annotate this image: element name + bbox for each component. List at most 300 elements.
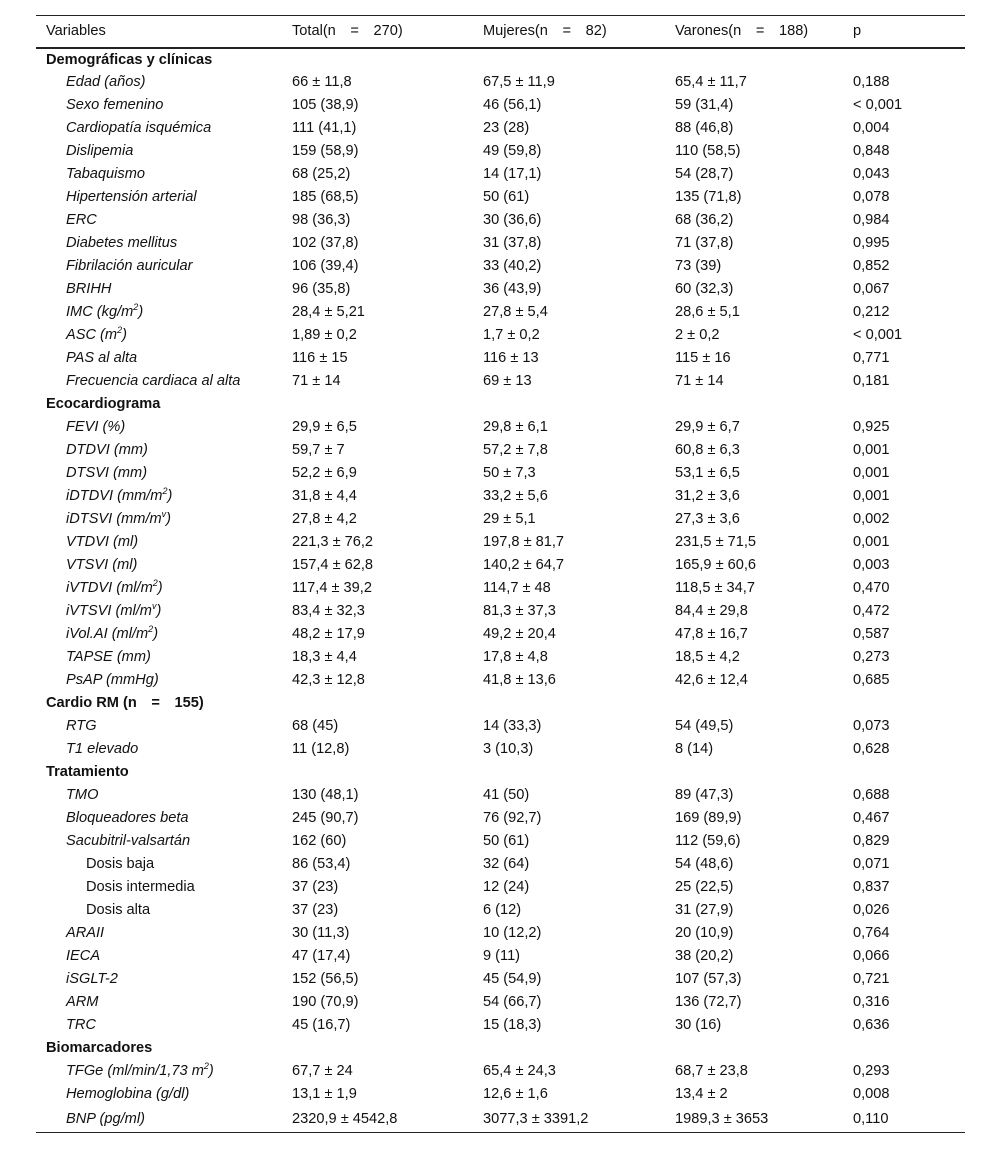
- cell-varones: 31 (27,9): [675, 902, 734, 918]
- cell-varones: 60,8 ± 6,3: [675, 442, 740, 458]
- cell-mujeres: 33 (40,2): [483, 258, 542, 274]
- cell-mujeres: 65,4 ± 24,3: [483, 1063, 556, 1079]
- label-text: Hipertensión arterial: [66, 189, 197, 205]
- cell-mujeres: 46 (56,1): [483, 97, 542, 113]
- cell-varones: 112 (59,6): [675, 833, 741, 849]
- variable-label: [36, 94, 292, 117]
- cell-p: 0,001: [853, 534, 890, 550]
- cell-total: 102 (37,8): [292, 235, 359, 251]
- cell-varones: 169 (89,9): [675, 810, 742, 826]
- cell-total: 68 (25,2): [292, 166, 351, 182]
- label-suffix: ): [157, 580, 163, 596]
- cell-varones: 118,5 ± 34,7: [675, 580, 755, 596]
- table-row: [36, 899, 965, 922]
- cell-total: 67,7 ± 24: [292, 1063, 353, 1079]
- cell-varones: 20 (10,9): [675, 925, 734, 941]
- table-row: [36, 117, 965, 140]
- label-suffix: ): [138, 304, 144, 320]
- label-suffix: ): [167, 488, 173, 504]
- table-row: [36, 807, 965, 830]
- label-text: Sexo femenino: [66, 97, 164, 113]
- cell-mujeres: 41,8 ± 13,6: [483, 672, 556, 688]
- variable-label: [36, 439, 292, 462]
- cell-p: 0,472: [853, 603, 890, 619]
- cell-varones: 28,6 ± 5,1: [675, 304, 740, 320]
- variable-label: [36, 347, 292, 370]
- table-row: [36, 968, 965, 991]
- variable-label: [36, 623, 292, 646]
- cell-varones: 115 ± 16: [675, 350, 731, 366]
- cell-varones: 13,4 ± 2: [675, 1086, 728, 1102]
- table-row: [36, 600, 965, 623]
- variable-label: [36, 577, 292, 600]
- data-table: [36, 15, 965, 1133]
- section-row: [36, 393, 965, 416]
- cell-mujeres: 23 (28): [483, 120, 530, 136]
- cell-mujeres: 67,5 ± 11,9: [483, 74, 555, 90]
- cell-p: 0,995: [853, 235, 890, 251]
- table-row: [36, 1106, 965, 1133]
- label-text: IMC (kg/m: [66, 304, 134, 320]
- variable-label: [36, 1083, 292, 1106]
- cell-mujeres: 57,2 ± 7,8: [483, 442, 548, 458]
- variable-label: [36, 531, 292, 554]
- section-row: [36, 761, 965, 784]
- section-title: [36, 761, 292, 784]
- cell-p: 0,721: [853, 971, 890, 987]
- variable-label: [36, 945, 292, 968]
- cell-p: 0,771: [853, 350, 890, 366]
- cell-varones: 71 (37,8): [675, 235, 734, 251]
- label-superscript: 2: [117, 325, 123, 335]
- cell-mujeres: 32 (64): [483, 856, 530, 872]
- cell-mujeres: 45 (54,9): [483, 971, 542, 987]
- table-row: [36, 1060, 965, 1083]
- variable-label: [36, 853, 292, 876]
- cell-varones: 110 (58,5): [675, 143, 741, 159]
- variable-label: [36, 991, 292, 1014]
- label-text: TRC: [66, 1017, 96, 1033]
- cell-p: 0,003: [853, 557, 890, 573]
- table-row: [36, 991, 965, 1014]
- section-title: [36, 1037, 292, 1060]
- variable-label: [36, 1060, 292, 1083]
- header-mujeres: Mujeres(n = 82): [483, 16, 675, 48]
- cell-p: 0,837: [853, 879, 890, 895]
- label-text: Dislipemia: [66, 143, 134, 159]
- variable-label: [36, 1106, 292, 1133]
- table-container: [36, 15, 965, 1133]
- cell-p: 0,073: [853, 718, 890, 734]
- cell-mujeres: 41 (50): [483, 787, 530, 803]
- section-row: [36, 48, 965, 71]
- cell-p: 0,293: [853, 1063, 890, 1079]
- table-body: [36, 48, 965, 1133]
- cell-total: 83,4 ± 32,3: [292, 603, 365, 619]
- cell-total: 159 (58,9): [292, 143, 359, 159]
- cell-total: 31,8 ± 4,4: [292, 488, 357, 504]
- cell-varones: 42,6 ± 12,4: [675, 672, 748, 688]
- variable-label: [36, 899, 292, 922]
- cell-p: 0,848: [853, 143, 890, 159]
- cell-total: 37 (23): [292, 879, 339, 895]
- cell-varones: 53,1 ± 6,5: [675, 465, 740, 481]
- label-text: TFGe (ml/min/1,73 m: [66, 1063, 204, 1079]
- cell-total: 98 (36,3): [292, 212, 351, 228]
- cell-varones: 31,2 ± 3,6: [675, 488, 740, 504]
- label-text: Cardio RM (n = 155): [46, 695, 204, 711]
- cell-p: 0,764: [853, 925, 890, 941]
- section-title: [36, 692, 292, 715]
- table-row: [36, 347, 965, 370]
- label-text: ERC: [66, 212, 97, 228]
- variable-label: [36, 922, 292, 945]
- cell-p: 0,587: [853, 626, 890, 642]
- header-p: p: [853, 16, 965, 48]
- variable-label: [36, 968, 292, 991]
- variable-label: [36, 1014, 292, 1037]
- cell-p: 0,852: [853, 258, 890, 274]
- label-text: FEVI (%): [66, 419, 126, 435]
- table-row: [36, 278, 965, 301]
- cell-varones: 54 (49,5): [675, 718, 734, 734]
- variable-label: [36, 715, 292, 738]
- label-text: Dosis intermedia: [86, 879, 195, 895]
- table-row: [36, 715, 965, 738]
- variable-label: [36, 554, 292, 577]
- label-superscript: 2: [148, 624, 154, 634]
- table-row: [36, 646, 965, 669]
- cell-p: 0,829: [853, 833, 890, 849]
- cell-mujeres: 1,7 ± 0,2: [483, 327, 540, 343]
- cell-total: 221,3 ± 76,2: [292, 534, 374, 550]
- cell-varones: 30 (16): [675, 1017, 722, 1033]
- label-text: Edad (años): [66, 74, 146, 90]
- cell-total: 47 (17,4): [292, 948, 351, 964]
- variable-label: [36, 876, 292, 899]
- section-title: [36, 393, 292, 416]
- section-filler: [292, 692, 965, 715]
- cell-varones: 71 ± 14: [675, 373, 724, 389]
- cell-varones: 54 (28,7): [675, 166, 734, 182]
- cell-p: 0,467: [853, 810, 890, 826]
- label-text: Demográficas y clínicas: [46, 51, 213, 68]
- cell-mujeres: 49,2 ± 20,4: [483, 626, 556, 642]
- cell-total: 111 (41,1): [292, 120, 357, 136]
- cell-varones: 47,8 ± 16,7: [675, 626, 748, 642]
- cell-p: 0,043: [853, 166, 890, 182]
- cell-mujeres: 29 ± 5,1: [483, 511, 536, 527]
- cell-mujeres: 15 (18,3): [483, 1017, 542, 1033]
- variable-label: [36, 600, 292, 623]
- table-row: [36, 784, 965, 807]
- cell-mujeres: 50 (61): [483, 833, 530, 849]
- table-row: [36, 945, 965, 968]
- cell-p: 0,001: [853, 442, 890, 458]
- cell-p: 0,925: [853, 419, 890, 435]
- label-suffix: ): [153, 626, 159, 642]
- cell-total: 86 (53,4): [292, 856, 351, 872]
- cell-total: 29,9 ± 6,5: [292, 419, 357, 435]
- cell-mujeres: 81,3 ± 37,3: [483, 603, 556, 619]
- table-row: [36, 508, 965, 531]
- cell-total: 28,4 ± 5,21: [292, 304, 365, 320]
- section-row: [36, 692, 965, 715]
- cell-p: 0,001: [853, 488, 890, 504]
- label-text: iDTDVI (mm/m: [66, 488, 163, 504]
- cell-mujeres: 36 (43,9): [483, 281, 542, 297]
- variable-label: [36, 278, 292, 301]
- label-text: Cardiopatía isquémica: [66, 120, 212, 136]
- cell-total: 48,2 ± 17,9: [292, 626, 365, 642]
- table-row: [36, 531, 965, 554]
- label-text: Sacubitril-valsartán: [66, 833, 191, 849]
- label-text: ARAII: [66, 925, 105, 941]
- cell-varones: 68 (36,2): [675, 212, 734, 228]
- cell-p: 0,004: [853, 120, 890, 136]
- cell-p: 0,181: [853, 373, 890, 389]
- label-text: TMO: [66, 787, 99, 803]
- label-superscript: 2: [162, 486, 168, 496]
- label-suffix: ): [156, 603, 162, 619]
- variable-label: [36, 117, 292, 140]
- cell-p: 0,067: [853, 281, 890, 297]
- table-row: [36, 554, 965, 577]
- cell-p: 0,470: [853, 580, 890, 596]
- cell-p: 0,110: [853, 1106, 965, 1133]
- label-text: PAS al alta: [66, 350, 138, 366]
- cell-mujeres: 12 (24): [483, 879, 530, 895]
- header-variables: Variables: [36, 16, 292, 48]
- cell-mujeres: 14 (17,1): [483, 166, 542, 182]
- table-row: [36, 416, 965, 439]
- label-text: Dosis alta: [86, 902, 151, 918]
- cell-varones: 8 (14): [675, 741, 714, 757]
- cell-total: 105 (38,9): [292, 97, 359, 113]
- cell-p: 0,628: [853, 741, 890, 757]
- section-title: [36, 48, 292, 71]
- cell-p: 0,273: [853, 649, 890, 665]
- cell-varones: 54 (48,6): [675, 856, 734, 872]
- table-row: [36, 876, 965, 899]
- cell-total: 190 (70,9): [292, 994, 359, 1010]
- variable-label: [36, 71, 292, 94]
- table-row: [36, 209, 965, 232]
- table-row: [36, 324, 965, 347]
- cell-varones: 59 (31,4): [675, 97, 734, 113]
- label-text: VTDVI (ml): [66, 534, 139, 550]
- cell-p: 0,008: [853, 1086, 890, 1102]
- label-text: TAPSE (mm): [66, 649, 151, 665]
- cell-p: 0,001: [853, 465, 890, 481]
- cell-total: 11 (12,8): [292, 741, 350, 757]
- cell-p: < 0,001: [853, 327, 903, 343]
- label-text: VTSVI (ml): [66, 557, 138, 573]
- cell-total: 185 (68,5): [292, 189, 359, 205]
- table-row: [36, 853, 965, 876]
- label-text: iVTDVI (ml/m: [66, 580, 153, 596]
- section-filler: [292, 48, 965, 71]
- cell-varones: 73 (39): [675, 258, 722, 274]
- table-row: [36, 301, 965, 324]
- table-row: [36, 140, 965, 163]
- cell-p: 0,078: [853, 189, 890, 205]
- cell-varones: 135 (71,8): [675, 189, 742, 205]
- variable-label: [36, 508, 292, 531]
- table-row: [36, 255, 965, 278]
- cell-total: 162 (60): [292, 833, 347, 849]
- cell-total: 71 ± 14: [292, 373, 341, 389]
- table-row: [36, 186, 965, 209]
- cell-varones: 29,9 ± 6,7: [675, 419, 740, 435]
- cell-p: 0,026: [853, 902, 890, 918]
- variable-label: [36, 784, 292, 807]
- variable-label: [36, 830, 292, 853]
- cell-total: 37 (23): [292, 902, 339, 918]
- label-text: Biomarcadores: [46, 1040, 153, 1056]
- variable-label: [36, 232, 292, 255]
- cell-varones: 65,4 ± 11,7: [675, 74, 747, 90]
- cell-varones: 18,5 ± 4,2: [675, 649, 740, 665]
- cell-p: 0,066: [853, 948, 890, 964]
- label-text: iSGLT-2: [66, 971, 118, 987]
- variable-label: [36, 255, 292, 278]
- table-row: [36, 577, 965, 600]
- cell-mujeres: 14 (33,3): [483, 718, 542, 734]
- cell-mujeres: 30 (36,6): [483, 212, 542, 228]
- label-text: Diabetes mellitus: [66, 235, 178, 251]
- cell-mujeres: 197,8 ± 81,7: [483, 534, 565, 550]
- variable-label: [36, 807, 292, 830]
- cell-mujeres: 114,7 ± 48: [483, 580, 551, 596]
- variable-label: [36, 301, 292, 324]
- cell-varones: 60 (32,3): [675, 281, 734, 297]
- variable-label: [36, 416, 292, 439]
- variable-label: [36, 646, 292, 669]
- cell-total: 52,2 ± 6,9: [292, 465, 357, 481]
- variable-label: [36, 163, 292, 186]
- cell-total: 117,4 ± 39,2: [292, 580, 372, 596]
- label-text: Fibrilación auricular: [66, 258, 193, 274]
- cell-total: 45 (16,7): [292, 1017, 351, 1033]
- cell-total: 96 (35,8): [292, 281, 351, 297]
- cell-mujeres: 49 (59,8): [483, 143, 542, 159]
- cell-mujeres: 50 (61): [483, 189, 530, 205]
- cell-varones: 1989,3 ± 3653: [675, 1106, 853, 1133]
- table-row: [36, 370, 965, 393]
- label-text: T1 elevado: [66, 741, 139, 757]
- variable-label: [36, 669, 292, 692]
- cell-total: 18,3 ± 4,4: [292, 649, 357, 665]
- label-suffix: ): [166, 511, 172, 527]
- table-row: [36, 163, 965, 186]
- label-text: PsAP (mmHg): [66, 672, 159, 688]
- cell-varones: 2 ± 0,2: [675, 327, 720, 343]
- cell-p: 0,071: [853, 856, 890, 872]
- cell-p: 0,685: [853, 672, 890, 688]
- label-text: iVTSVI (ml/m: [66, 603, 152, 619]
- cell-total: 152 (56,5): [292, 971, 359, 987]
- cell-total: 59,7 ± 7: [292, 442, 345, 458]
- cell-mujeres: 69 ± 13: [483, 373, 532, 389]
- variable-label: [36, 140, 292, 163]
- table-row: [36, 922, 965, 945]
- cell-p: 0,984: [853, 212, 890, 228]
- label-superscript: 2: [133, 302, 139, 312]
- cell-mujeres: 76 (92,7): [483, 810, 542, 826]
- cell-mujeres: 17,8 ± 4,8: [483, 649, 548, 665]
- cell-p: 0,212: [853, 304, 890, 320]
- cell-mujeres: 50 ± 7,3: [483, 465, 536, 481]
- cell-mujeres: 10 (12,2): [483, 925, 542, 941]
- label-superscript: v: [151, 601, 157, 611]
- cell-mujeres: 3 (10,3): [483, 741, 534, 757]
- cell-total: 2320,9 ± 4542,8: [292, 1106, 483, 1133]
- cell-p: 0,002: [853, 511, 890, 527]
- section-row: [36, 1037, 965, 1060]
- label-text: Dosis baja: [86, 856, 155, 872]
- section-filler: [292, 1037, 965, 1060]
- cell-total: 106 (39,4): [292, 258, 359, 274]
- cell-mujeres: 116 ± 13: [483, 350, 539, 366]
- cell-total: 30 (11,3): [292, 925, 350, 941]
- variable-label: [36, 485, 292, 508]
- variable-label: [36, 462, 292, 485]
- table-row: [36, 1014, 965, 1037]
- label-text: BRIHH: [66, 281, 112, 297]
- label-text: RTG: [66, 718, 97, 734]
- cell-total: 245 (90,7): [292, 810, 359, 826]
- cell-total: 66 ± 11,8: [292, 74, 352, 90]
- cell-p: 0,316: [853, 994, 890, 1010]
- label-text: DTSVI (mm): [66, 465, 148, 481]
- cell-varones: 27,3 ± 3,6: [675, 511, 740, 527]
- variable-label: [36, 324, 292, 347]
- cell-varones: 88 (46,8): [675, 120, 734, 136]
- label-text: IECA: [66, 948, 101, 964]
- variable-label: [36, 370, 292, 393]
- header-row: [36, 16, 965, 48]
- cell-mujeres: 33,2 ± 5,6: [483, 488, 548, 504]
- table-row: [36, 94, 965, 117]
- cell-p: 0,636: [853, 1017, 890, 1033]
- table-header: [36, 16, 965, 48]
- cell-varones: 107 (57,3): [675, 971, 742, 987]
- label-suffix: ): [208, 1063, 214, 1079]
- cell-total: 1,89 ± 0,2: [292, 327, 357, 343]
- table-row: [36, 1083, 965, 1106]
- cell-varones: 89 (47,3): [675, 787, 734, 803]
- table-row: [36, 738, 965, 761]
- label-text: Hemoglobina (g/dl): [66, 1086, 190, 1102]
- cell-varones: 231,5 ± 71,5: [675, 534, 757, 550]
- cell-varones: 84,4 ± 29,8: [675, 603, 748, 619]
- variable-label: [36, 738, 292, 761]
- cell-mujeres: 27,8 ± 5,4: [483, 304, 548, 320]
- cell-varones: 25 (22,5): [675, 879, 734, 895]
- table-row: [36, 669, 965, 692]
- table-row: [36, 485, 965, 508]
- label-text: BNP (pg/ml): [66, 1110, 145, 1127]
- cell-total: 13,1 ± 1,9: [292, 1086, 357, 1102]
- cell-varones: 165,9 ± 60,6: [675, 557, 757, 573]
- label-superscript: 2: [203, 1061, 209, 1071]
- label-text: Ecocardiograma: [46, 396, 161, 412]
- label-text: Tabaquismo: [66, 166, 145, 182]
- label-suffix: ): [122, 327, 127, 343]
- label-text: Bloqueadores beta: [66, 810, 189, 826]
- cell-p: 0,188: [853, 74, 890, 90]
